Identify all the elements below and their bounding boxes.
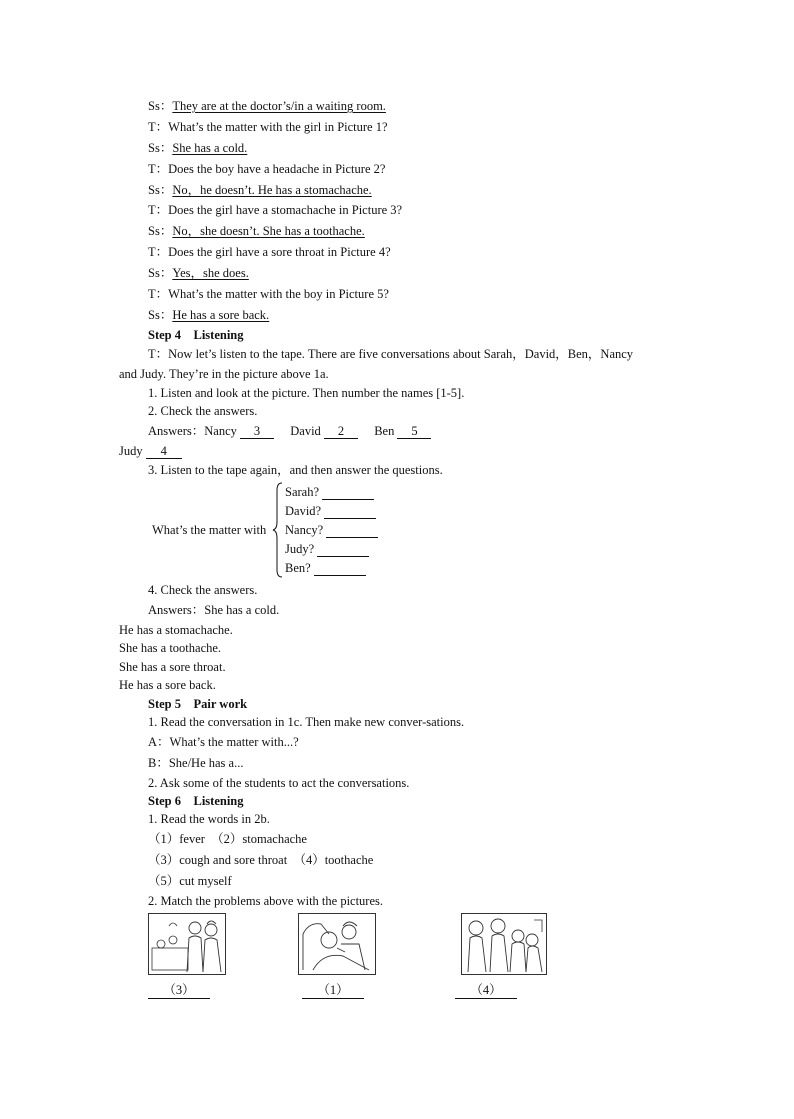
speaker-label: T： (148, 245, 169, 259)
student-answer: No，she doesn’t. She has a toothache. (172, 224, 365, 238)
dialogue-line (148, 244, 391, 260)
answer-name-nancy: Nancy (204, 424, 237, 438)
dialogue-line (148, 161, 385, 177)
answer-blank (322, 485, 374, 500)
step5-line-b: B：She/He has a... (148, 756, 244, 770)
teacher-question: Does the boy have a headache in Picture 2? (168, 162, 386, 176)
dialogue-line (148, 265, 253, 281)
teacher-question: Does the girl have a sore throat in Picture 4? (168, 245, 391, 259)
step5-item2: 2. Ask some of the students to act the conversations. (148, 776, 410, 790)
answers2-first: Answers：She has a cold. (148, 603, 280, 617)
speaker-label: Ss： (148, 141, 173, 155)
group-people-picture-icon (461, 913, 547, 975)
teacher-question: What’s the matter with the boy in Picture 5? (168, 287, 389, 301)
answer-blank (314, 561, 366, 576)
step5-line-a: A：What’s the matter with...? (148, 735, 299, 749)
dialogue-line (148, 307, 273, 323)
answer-name-judy: Judy (119, 444, 143, 458)
answer-line: He has a sore back. (119, 678, 216, 692)
answers-label: Answers： (148, 424, 205, 438)
step4-heading: Step 4 Listening (148, 328, 244, 342)
answer-blank-ben: 5 (397, 424, 431, 439)
brace-question-name: David? (285, 504, 322, 518)
step6-words-row1: （1）fever （2）stomachache (148, 832, 307, 846)
student-answer: She has a cold. (172, 141, 248, 155)
speaker-label: Ss： (148, 183, 173, 197)
dialogue-line (148, 223, 369, 239)
step5-item1: 1. Read the conversation in 1c. Then make new conver-sations. (148, 715, 465, 729)
family-doctor-picture-icon (148, 913, 226, 975)
brace-label: What’s the matter with (152, 523, 267, 537)
step4-intro-line1: T：Now let’s listen to the tape. There are five conversations about Sarah，David，Ben，Nancy (148, 347, 634, 361)
answer-line: She has a sore throat. (119, 660, 226, 674)
dialogue-line (148, 286, 389, 302)
picture-label-3: （4） (455, 982, 517, 999)
dialogue-line (148, 140, 251, 156)
answer-name-david: David (290, 424, 321, 438)
sick-in-bed-picture-icon (298, 913, 376, 975)
answer-name-ben: Ben (374, 424, 395, 438)
speaker-label: T： (148, 120, 169, 134)
speaker-label: T： (148, 287, 169, 301)
brace-question-name: Sarah? (285, 485, 320, 499)
student-answer: He has a sore back. (172, 308, 270, 322)
teacher-question: What’s the matter with the girl in Picture 1? (168, 120, 388, 134)
step4-item3: 3. Listen to the tape again，and then answer the questions. (148, 463, 443, 477)
brace-question (285, 560, 366, 576)
dialogue-line (148, 182, 376, 198)
brace-question-name: Judy? (285, 542, 315, 556)
student-answer: Yes，she does. (172, 266, 249, 280)
step4-item4: 4. Check the answers. (148, 583, 258, 597)
answer-blank-david: 2 (324, 424, 358, 439)
step6-item2: 2. Match the problems above with the pictures. (148, 894, 384, 908)
step6-item1: 1. Read the words in 2b. (148, 812, 270, 826)
answers-row-judy (119, 443, 182, 459)
speaker-label: T： (148, 162, 169, 176)
step4-item2: 2. Check the answers. (148, 404, 258, 418)
picture-label-1: （3） (148, 982, 210, 999)
teacher-question: Does the girl have a stomachache in Picture 3? (168, 203, 403, 217)
answer-blank-nancy: 3 (240, 424, 274, 439)
brace-question (285, 484, 374, 500)
dialogue-line (148, 98, 390, 114)
speaker-label: Ss： (148, 308, 173, 322)
picture-label-2: （1） (302, 982, 364, 999)
step4-item1: 1. Listen and look at the picture. Then number the names [1-5]. (148, 386, 465, 400)
answer-blank (317, 542, 369, 557)
answer-blank-judy: 4 (146, 444, 182, 459)
answer-line: He has a stomachache. (119, 623, 233, 637)
step6-words-row3: （5）cut myself (148, 874, 232, 888)
step5-heading: Step 5 Pair work (148, 697, 248, 711)
speaker-label: Ss： (148, 99, 173, 113)
speaker-label: T： (148, 203, 169, 217)
speaker-label: Ss： (148, 266, 173, 280)
brace-question (285, 541, 369, 557)
dialogue-line (148, 119, 388, 135)
brace-question (285, 522, 378, 538)
answer-line: She has a toothache. (119, 641, 222, 655)
student-answer: No，he doesn’t. He has a stomachache. (172, 183, 372, 197)
answers-row (148, 423, 431, 439)
brace-question-name: Nancy? (285, 523, 324, 537)
dialogue-line (148, 202, 402, 218)
speaker-label: Ss： (148, 224, 173, 238)
step4-intro-line2: and Judy. They’re in the picture above 1a. (119, 367, 329, 381)
brace-question-name: Ben? (285, 561, 311, 575)
step6-words-row2: （3）cough and sore throat （4）toothache (148, 853, 374, 867)
brace-icon (272, 482, 284, 578)
answer-blank (324, 504, 376, 519)
brace-question (285, 503, 376, 519)
step6-heading: Step 6 Listening (148, 794, 244, 808)
student-answer: They are at the doctor’s/in a waiting room. (172, 99, 386, 113)
answer-blank (326, 523, 378, 538)
